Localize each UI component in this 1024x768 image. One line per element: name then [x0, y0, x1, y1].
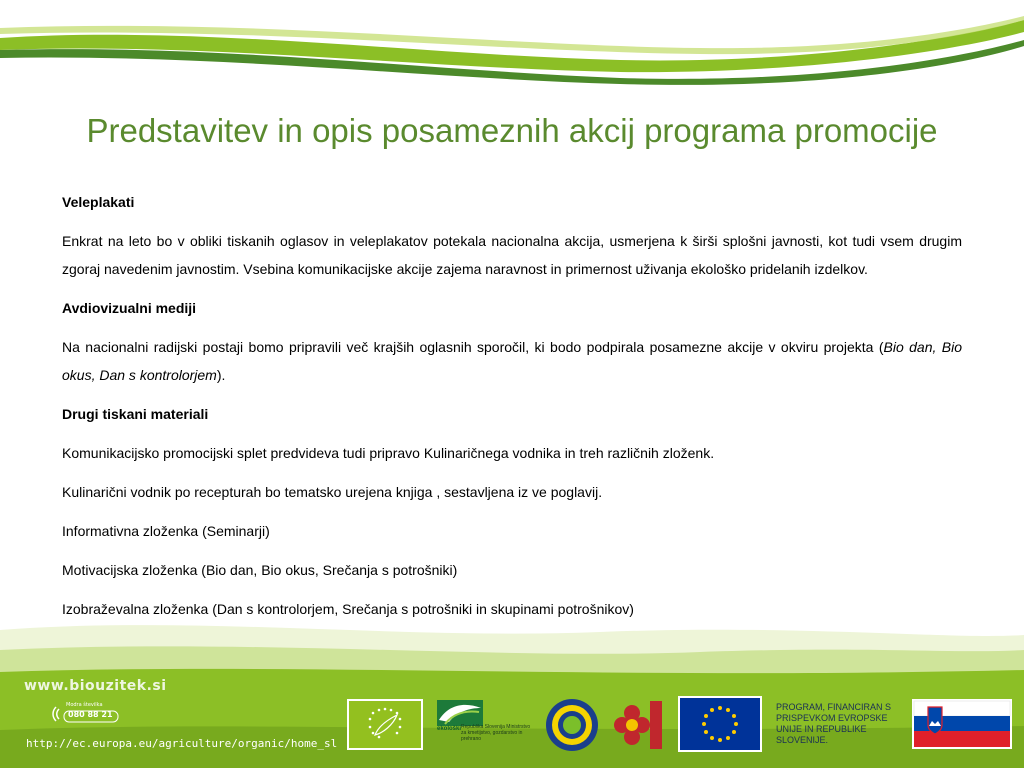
paragraph	[62, 333, 962, 389]
ekoloski-label: ekološki	[437, 726, 462, 732]
slide-content	[62, 188, 962, 634]
paragraph: Kulinarični vodnik po recepturah bo tematsko urejena knjiga , sestavljena iz ve poglavij.	[62, 484, 603, 500]
program-funding-text: PROGRAM, FINANCIRAN S PRISPEVKOM EVROPSKE UNIJE IN REPUBLIKE SLOVENIJE.	[776, 702, 892, 745]
paragraph: Enkrat na leto bo v obliki tiskanih oglasov in veleplakatov potekala nacionalna akcija, usmerjena k širši splošni javnosti, kot tudi vsem drugim zgoraj navedenim javnostim. Vsebina komunikacijske akcije zajema naravnost in primernost uživanja ekološko pridelanih izdelkov.	[62, 233, 962, 277]
section-heading: Veleplakati	[62, 194, 135, 210]
top-swoosh-decoration	[0, 0, 1024, 90]
phone-number: 080 88 21	[68, 710, 113, 719]
slovenia-flag	[912, 699, 1012, 749]
paragraph: Izobraževalna zloženka (Dan s kontrolorjem, Srečanja s potrošniki in skupinami potrošnikov)	[62, 601, 634, 617]
paragraph: Informativna zloženka (Seminarji)	[62, 523, 270, 539]
biodar-flower-icon	[612, 697, 666, 753]
paragraph: Motivacijska zloženka (Bio dan, Bio okus, Srečanja s potrošniki)	[62, 562, 458, 578]
slovenia-flag-icon	[912, 699, 1012, 749]
paragraph-text: Na nacionalni radijski postaji bomo pripravili več krajših oglasnih sporočil, ki bodo podpirala posamezne akcije v okviru projekta (	[62, 339, 884, 355]
eu-organic-url[interactable]: http://ec.europa.eu/agriculture/organic/home_sl	[26, 737, 338, 750]
paragraph-text: ).	[216, 367, 226, 383]
phone-label: Modra številka	[66, 702, 103, 708]
ekoloski-logo	[435, 698, 535, 750]
paragraph: Komunikacijsko promocijski splet predvideva tudi pripravo Kulinaričnega vodnika in treh različnih zloženk.	[62, 445, 715, 461]
eu-organic-leaf-icon	[349, 701, 421, 748]
biodar-logo	[612, 697, 666, 753]
ministry-text: Republika Slovenija Ministrstvo za kmetijstvo, gozdarstvo in prehrano	[461, 724, 531, 742]
bio-seal-icon	[542, 697, 602, 753]
eu-flag	[678, 696, 762, 752]
slide-title: Predstavitev in opis posameznih akcij programa promocije	[86, 112, 938, 149]
bio-institut-logo	[542, 697, 602, 753]
paragraph-italic-text: Bio dan, Bio okus, Dan s kontrolorjem	[62, 339, 962, 383]
section-heading: Avdiovizualni mediji	[62, 300, 197, 316]
website-link[interactable]: www.biouzitek.si	[24, 678, 167, 694]
section-heading: Drugi tiskani materiali	[62, 406, 209, 422]
eu-flag-icon	[678, 696, 762, 752]
eu-organic-leaf-logo	[347, 699, 423, 750]
